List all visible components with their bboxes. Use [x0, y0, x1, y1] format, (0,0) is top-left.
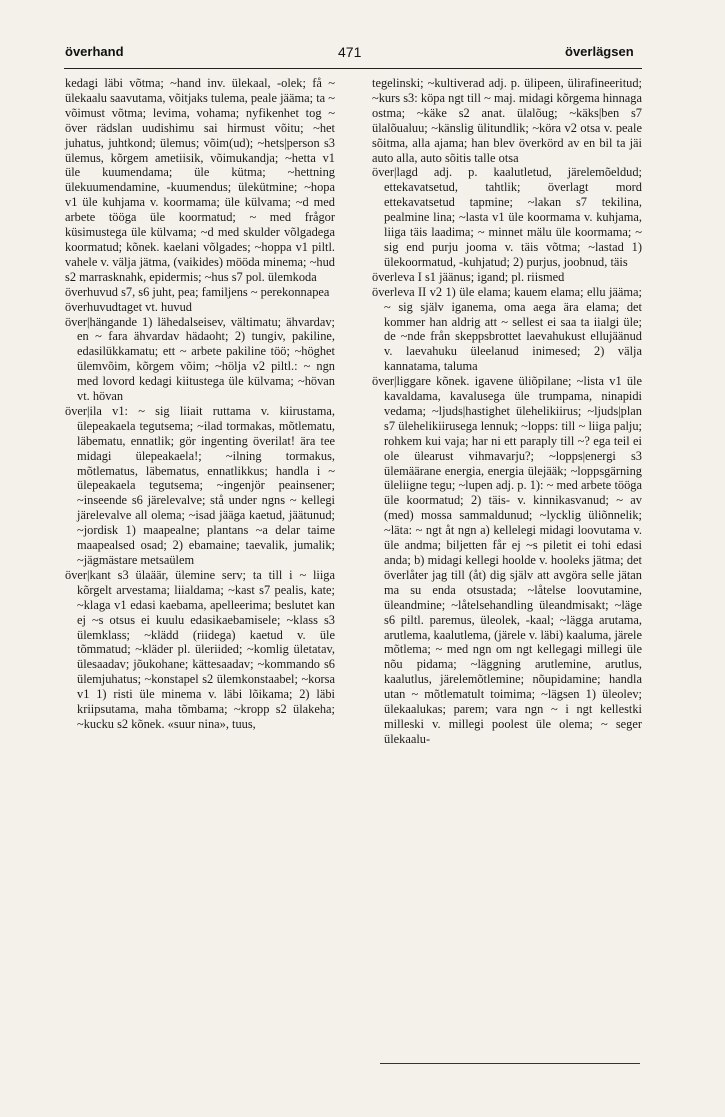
- entry: överhuvud s7, s6 juht, pea; familjens ~ perekonnapea: [65, 284, 330, 299]
- header-rule: [64, 68, 642, 69]
- left-column: [65, 76, 335, 732]
- entry: överleva II v2 1) üle elama; kauem elama; ellu jääma; ~ sig själv iganema, oma aega ära elama; det kommer han aldrig att ~ sellest ei saa ta iialgi üle; de ~nde från skeppsbrottet laevahukust ellujäänud v. laevahuku üleelanud inimesed; 2) välja kannatama, taluma: [372, 284, 642, 374]
- entry: över|liggare kõnek. igavene üliõpilane; ~lista v1 üle kavaldama, kavalusega üle trumpama, ninapidi vedama; ~ljuds|hastighet ülehelikiirus; ~ljuds|plan s7 ülehelikiirusega lennuk; ~lopps: till ~ liiga palju; rohkem kui vaja; har ni ett paraply till ~? ega teil ei ole ülearust vihmavarju?; ~lopps|energi s3 ülemäärane energia, energia ülejääk; ~loppsgärning üleliigne tegu; ~lupen adj. p. 1): ~ med arbete tööga üle koormatud; 2) täis- v. kinnikasvanud; ~ av (med) mossa sammaldunud; ~lycklig üliõnnelik; ~läta: ~ ngt åt ngn a) kellelegi midagi loovutama v. üle andma; biljetten får ej ~s piletit ei tohi edasi anda; b) midagi kellegi hoolde v. hooleks jätma; det överlåter jag till (åt) dig själv att avgöra selle jätan ma su enda otsustada; ~låtelse loovutamine, üleandmine; ~låtelsehandling üleandmisakt; ~läge s6 piltl. paremus, üleolek, -kaal; ~lägga arutama, arutlema, kaalutlema, (järele v. läbi) kaaluma, järele mõtlema; ~ med ngn om ngt kellegagi millegi üle nõu pidama; ~läggning arutlemine, arutlus, kaalutlus, järelemõtlemine; nõupidamine; handla utan ~ mõtlematult toimima; ~lägsen 1) üleolev; ülekaalukas; parem; vara ngn ~ i ngt kellestki milleski v. millegi poolest üle olema; ~ seger ülekaalu-: [372, 374, 642, 746]
- entry: överhuvudtaget vt. huvud: [65, 299, 192, 314]
- entry: över|lagd adj. p. kaalutletud, järelemõeldud; ettekavatsetud, tahtlik; överlagt mord ettekavatsetud tapmine; ~lakan s7 tekilina, pealmine lina; ~lasta v1 üle koormama v. kuhjama, liiga täis laadima; ~ minnet mälu üle koormama; ~ sig end purju jooma v. täis võtma; ~lastad 1) ülekoormatud, -kuhjatud; 2) purjus, joobnud, täis: [372, 165, 642, 269]
- entry: över|hängande 1) lähedalseisev, vältimatu; ähvardav; en ~ fara ähvardav hädaoht; 2) tungiv, pakiline, edasilükkamatu; ett ~ arbete pakiline töö; ~höghet ülemvõim, kõrgem võim; ~hölja v2 piltl.: ~ ngn med lovord kedagi kiitustega üle külvama; ~hövan vt. hövan: [65, 314, 335, 404]
- entry: över|kant s3 ülaäär, ülemine serv; ta till i ~ liiga kõrgelt arvestama; liialdama; ~kast s7 pealis, kate; ~klaga v1 edasi kaebama, apelleerima; beslutet kan ej ~s otsus ei kuulu edasikaebamisele; ~klass s3 ülemklass; ~klädd (riidega) kaetud v. üle tõmmatud; ~kläder pl. üleriided; ~komlig ületatav, ülesaadav; jõukohane; kättesaadav; ~kommando s6 ülemjuhatus; ~konstapel s2 ülemkonstaabel; ~korsa v1 1) risti üle minema v. läbi lõikama; 2) läbi kriipsutama, maha tõmbama; ~kropp s2 ülakeha; ~kucku s2 kõnek. «suur nina», tuus,: [65, 567, 335, 731]
- right-column: [372, 76, 642, 747]
- entry: tegelinski; ~kultiverad adj. p. ülipeen, ülirafineeritud; ~kurs s3: köpa ngt till ~ maj. midagi kõrgema hinnaga ostma; ~käke s2 anat. ülalõug; ~käks|ben s7 ülalõualuu; ~känslig ülitundlik; ~köra v2 otsa v. peale sõitma, alla ajama; han blev överkörd av en bil ta jäi auto alla, auto sõitis talle otsa: [372, 76, 642, 165]
- header-guide-word-left: överhand: [65, 44, 124, 59]
- footer-rule: [380, 1063, 640, 1064]
- entry: över|ila v1: ~ sig liiait ruttama v. kiirustama, ülepeakaela tegutsema; ~ilad tormakas, mõtlematu, läbematu, ennatlik; gör ingenting överilat! ära tee midagi ülepeakaela!; ~ilning tormakus, mõtlematus, läbematus, ennatlikkus; handla i ~ ülepeakaela tegutsema; ~ingenjör peainsener; ~inseende s6 järelevalve; stå under ngns ~ kellegi järelevalve all olema; ~isad jääga kaetud, jäätunud; ~jordisk 1) maapealne; plantans ~a delar taime maapealsed osad; 2) ebamaine; taevalik, jumalik; ~jägmästare metsaülem: [65, 403, 335, 567]
- header-guide-word-right: överlägsen: [565, 44, 634, 59]
- page-number: 471: [338, 44, 362, 60]
- entry: kedagi läbi võtma; ~hand inv. ülekaal, -olek; få ~ ülekaalu saavutama, võitjaks tulema, peale jääma; ta ~ võimust võtma; levima, vohama; nyfikenhet tog ~ över rädslan uudishimu sai hirmust võitu; ~het juhatus, juhtkond; ülemus; võim(ud); ~hets|person s3 ülemus, kõrgem ametiisik, võimukandja; ~hetta v1 üle kuumendama; üle kütma; ~hettning ülekuumendamine, -kuumendus; ülekütmine; ~hopa v1 üle kuhjama v. koormama; üle külvama; ~d med arbete tööga üle koormatud; ~ med frågor küsimustega üle külvama; ~d med skulder võlgadega koormatud; kõnek. kaelani võlgades; ~hoppa v1 piltl. vahele v. välja jätma, (vaikides) mööda minema; ~hud s2 marrasknahk, epidermis; ~hus s7 pol. ülemkoda: [65, 76, 335, 284]
- entry: överleva I s1 jäänus; igand; pl. riismed: [372, 269, 565, 284]
